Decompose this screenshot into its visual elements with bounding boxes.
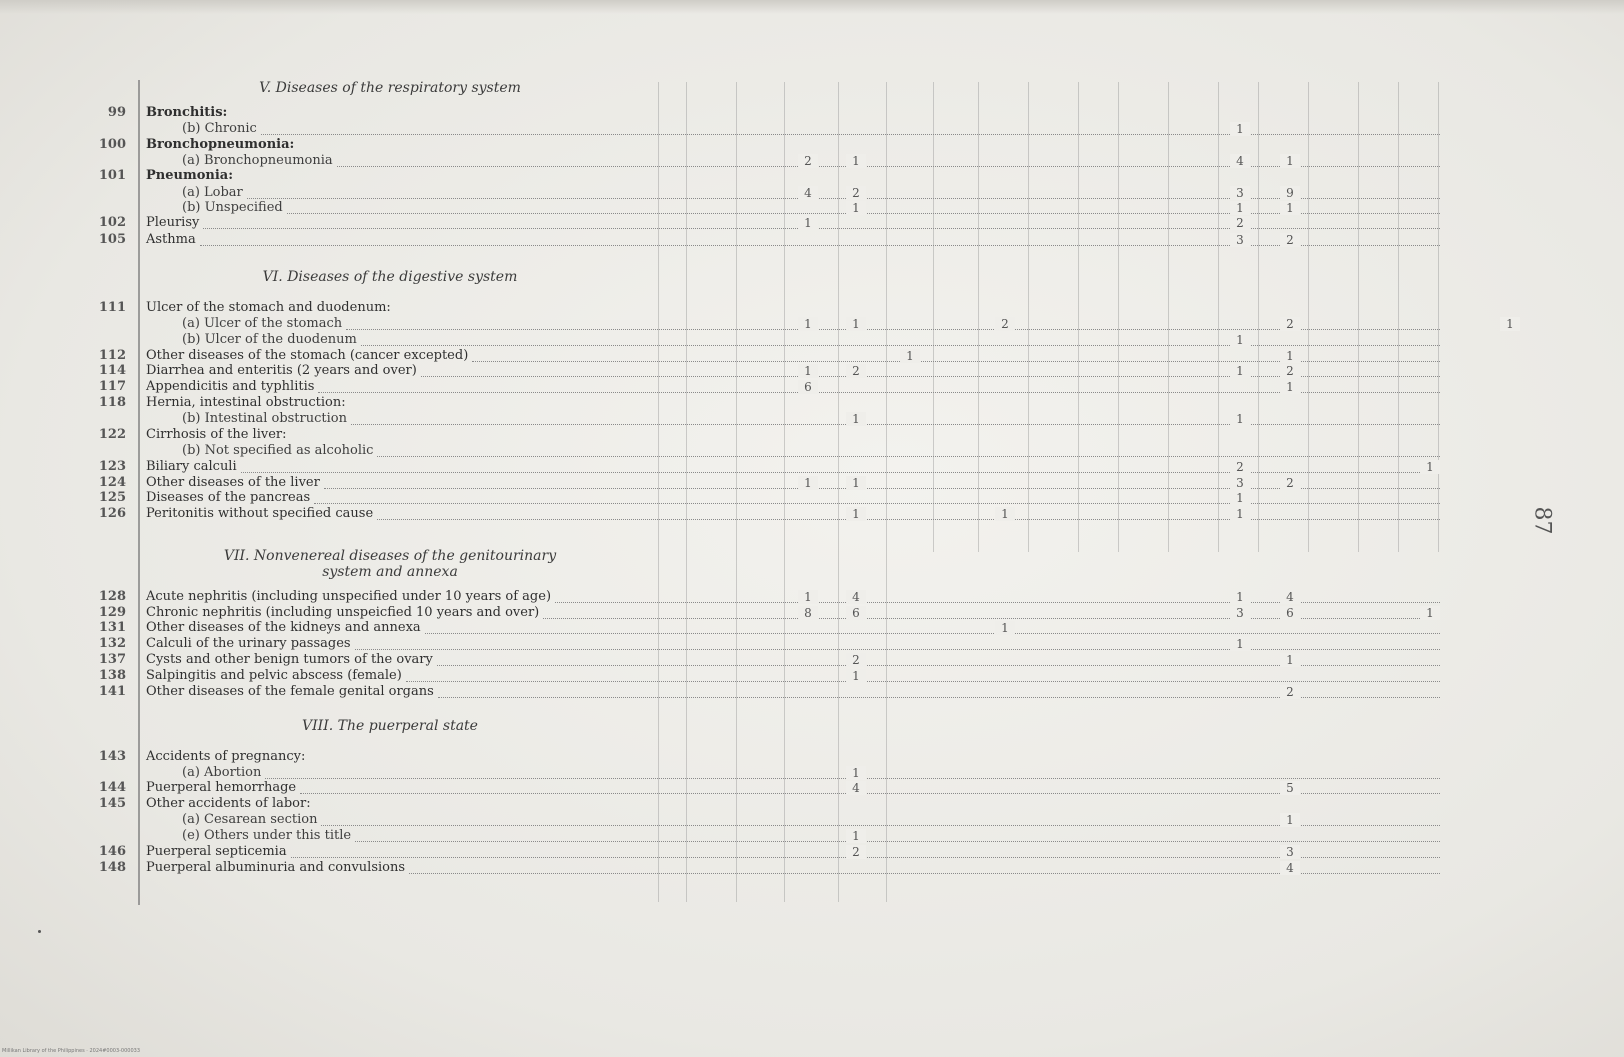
cell-value: 4 (1280, 861, 1300, 875)
dot-leader (355, 639, 1440, 650)
cause-number: 124 (98, 475, 126, 490)
number-column-rule (138, 80, 140, 905)
ink-speck (38, 930, 41, 933)
cell-value: 9 (1280, 186, 1300, 200)
cause-label: Other diseases of the liver (146, 475, 320, 490)
section-heading-line2: system and annexa (322, 564, 458, 580)
cell-value: 6 (1280, 606, 1300, 620)
cell-value: 1 (798, 364, 818, 378)
cause-label: (a) Abortion (182, 765, 262, 780)
cell-value: 2 (1280, 317, 1300, 331)
cause-number: 105 (98, 232, 126, 247)
cause-label: Pneumonia: (146, 168, 233, 183)
scan-edge-shadow (0, 0, 1624, 14)
cause-label: Salpingitis and pelvic abscess (female) (146, 668, 402, 683)
cell-value: 1 (846, 829, 866, 843)
cell-value: 1 (846, 507, 866, 521)
cell-value: 1 (846, 412, 866, 426)
cause-number: 112 (98, 348, 126, 363)
cause-label: Chronic nephritis (including unspeicfied 10 years and over) (146, 605, 540, 620)
dot-leader (406, 671, 1440, 682)
cause-label: Cirrhosis of the liver: (146, 427, 287, 442)
section-heading: VII. Nonvenereal diseases of the genitourinary (223, 548, 557, 564)
dot-leader (377, 446, 1440, 457)
cell-value: 1 (1280, 653, 1300, 667)
dot-leader (247, 188, 1440, 199)
cell-value: 1 (995, 507, 1015, 521)
dot-leader (261, 124, 1440, 135)
cell-value: 1 (798, 476, 818, 490)
dot-leader (355, 831, 1440, 842)
page-number: 87 (1529, 506, 1555, 535)
section-heading: VIII. The puerperal state (302, 718, 478, 734)
cause-number: 100 (98, 137, 126, 152)
cause-label: Peritonitis without specified cause (146, 506, 374, 521)
cause-label: Cysts and other benign tumors of the ovary (146, 652, 433, 667)
cell-value: 1 (1230, 122, 1250, 136)
cause-number: 111 (98, 300, 126, 315)
cell-value: 1 (798, 317, 818, 331)
cell-value: 2 (1230, 216, 1250, 230)
cause-label: Puerperal albuminuria and convulsions (146, 860, 406, 875)
cause-number: 144 (98, 780, 126, 795)
cell-value: 6 (798, 380, 818, 394)
cause-number: 123 (98, 459, 126, 474)
cause-number: 145 (98, 796, 126, 811)
dot-leader (300, 783, 1440, 794)
cause-number: 117 (98, 379, 126, 394)
cause-label: Biliary calculi (146, 459, 237, 474)
cell-value: 2 (995, 317, 1015, 331)
cause-label: Puerperal hemorrhage (146, 780, 297, 795)
cause-label: (b) Chronic (182, 121, 257, 136)
cause-number: 114 (98, 363, 126, 378)
dot-leader (241, 462, 1440, 473)
cell-value: 2 (846, 845, 866, 859)
cause-number: 131 (98, 620, 126, 635)
cell-value: 1 (1280, 380, 1300, 394)
cell-value: 8 (798, 606, 818, 620)
cause-label: Acute nephritis (including unspecified under 10 years of age) (146, 589, 552, 604)
cause-label: (a) Cesarean section (182, 812, 318, 827)
cause-label: Pleurisy (146, 215, 200, 230)
cause-number: 146 (98, 844, 126, 859)
cause-label: Bronchopneumonia: (146, 137, 295, 152)
cell-value: 2 (1280, 685, 1300, 699)
dot-leader (200, 235, 1440, 246)
cause-number: 141 (98, 684, 126, 699)
cause-number: 102 (98, 215, 126, 230)
cell-value: 2 (846, 364, 866, 378)
cell-value: 1 (900, 349, 920, 363)
cause-number: 126 (98, 506, 126, 521)
cause-label: (a) Lobar (182, 185, 243, 200)
dot-leader (361, 335, 1440, 346)
cause-label: Accidents of pregnancy: (146, 749, 306, 764)
cause-label: (a) Bronchopneumonia (182, 153, 333, 168)
dot-leader (203, 218, 1440, 229)
cause-label: (b) Ulcer of the duodenum (182, 332, 357, 347)
cause-number: 129 (98, 605, 126, 620)
cause-number: 99 (107, 105, 126, 120)
cell-value: 1 (846, 669, 866, 683)
section-heading: VI. Diseases of the digestive system (262, 269, 518, 285)
section-heading: V. Diseases of the respiratory system (259, 80, 521, 96)
cause-label: (a) Ulcer of the stomach (182, 316, 343, 331)
cell-value: 1 (846, 476, 866, 490)
cause-number: 125 (98, 490, 126, 505)
cause-number: 118 (98, 395, 126, 410)
cause-label: Appendicitis and typhlitis (146, 379, 315, 394)
cell-value: 1 (1230, 507, 1250, 521)
cell-value: 1 (1230, 412, 1250, 426)
cell-value: 1 (846, 766, 866, 780)
cause-number: 148 (98, 860, 126, 875)
cell-value: 2 (798, 154, 818, 168)
cell-value: 4 (798, 186, 818, 200)
cell-value: 1 (1280, 201, 1300, 215)
dot-leader (555, 592, 1440, 603)
cell-value: 1 (846, 201, 866, 215)
cell-value: 1 (1230, 590, 1250, 604)
cause-label: (b) Not specified as alcoholic (182, 443, 374, 458)
cell-value: 1 (846, 317, 866, 331)
cause-label: Puerperal septicemia (146, 844, 287, 859)
cause-label: Diarrhea and enteritis (2 years and over) (146, 363, 417, 378)
cell-value: 1 (995, 621, 1015, 635)
cause-number: 137 (98, 652, 126, 667)
cell-value: 1 (1280, 813, 1300, 827)
cell-value: 2 (846, 186, 866, 200)
cell-value: 1 (1230, 491, 1250, 505)
cell-value: 2 (1280, 476, 1300, 490)
dot-leader (324, 478, 1440, 489)
cell-value: 1 (1280, 349, 1300, 363)
cell-value: 1 (1230, 364, 1250, 378)
dot-leader (351, 414, 1440, 425)
cell-value: 2 (1280, 364, 1300, 378)
cell-value: 1 (1420, 606, 1440, 620)
cell-value: 3 (1280, 845, 1300, 859)
cause-label: Other diseases of the kidneys and annexa (146, 620, 421, 635)
cause-label: Diseases of the pancreas (146, 490, 311, 505)
cell-value: 6 (846, 606, 866, 620)
cell-value: 1 (798, 590, 818, 604)
cell-value: 4 (1280, 590, 1300, 604)
cell-value: 4 (846, 781, 866, 795)
cell-value: 3 (1230, 476, 1250, 490)
cause-label: Other diseases of the female genital organs (146, 684, 434, 699)
cause-number: 128 (98, 589, 126, 604)
cell-value: 4 (1230, 154, 1250, 168)
cell-value: 3 (1230, 606, 1250, 620)
dot-leader (377, 509, 1440, 520)
cause-number: 143 (98, 749, 126, 764)
dot-leader (314, 493, 1440, 504)
cell-value: 3 (1230, 233, 1250, 247)
cause-label: Calculi of the urinary passages (146, 636, 351, 651)
cell-value: 3 (1230, 186, 1250, 200)
cell-value: 4 (846, 590, 866, 604)
dot-leader (425, 623, 1440, 634)
cell-value: 2 (1280, 233, 1300, 247)
dot-leader (321, 815, 1440, 826)
cell-value: 1 (1230, 201, 1250, 215)
cell-value: 1 (1420, 460, 1440, 474)
dot-leader (346, 319, 1440, 330)
dot-leader (543, 608, 1440, 619)
dot-leader (337, 156, 1440, 167)
cause-label: (b) Unspecified (182, 200, 283, 215)
cause-label: Other diseases of the stomach (cancer excepted) (146, 348, 469, 363)
cause-number: 132 (98, 636, 126, 651)
cause-label: Hernia, intestinal obstruction: (146, 395, 346, 410)
cause-label: (b) Intestinal obstruction (182, 411, 347, 426)
cause-label: Ulcer of the stomach and duodenum: (146, 300, 391, 315)
cell-value: 1 (1500, 317, 1520, 331)
cell-value: 1 (1230, 637, 1250, 651)
cell-value: 1 (798, 216, 818, 230)
cell-value: 2 (846, 653, 866, 667)
scan-footer: Millikan Library of the Philippines · 2024#0003-000033 (2, 1048, 141, 1054)
cell-value: 2 (1230, 460, 1250, 474)
cause-label: Other accidents of labor: (146, 796, 311, 811)
cause-number: 101 (98, 168, 126, 183)
dot-leader (318, 382, 1440, 393)
cause-number: 138 (98, 668, 126, 683)
cause-number: 122 (98, 427, 126, 442)
cause-label: Bronchitis: (146, 105, 228, 120)
cell-value: 1 (846, 154, 866, 168)
cell-value: 1 (1280, 154, 1300, 168)
cause-label: (e) Others under this title (182, 828, 352, 843)
cell-value: 1 (1230, 333, 1250, 347)
cell-value: 5 (1280, 781, 1300, 795)
cause-label: Asthma (146, 232, 196, 247)
